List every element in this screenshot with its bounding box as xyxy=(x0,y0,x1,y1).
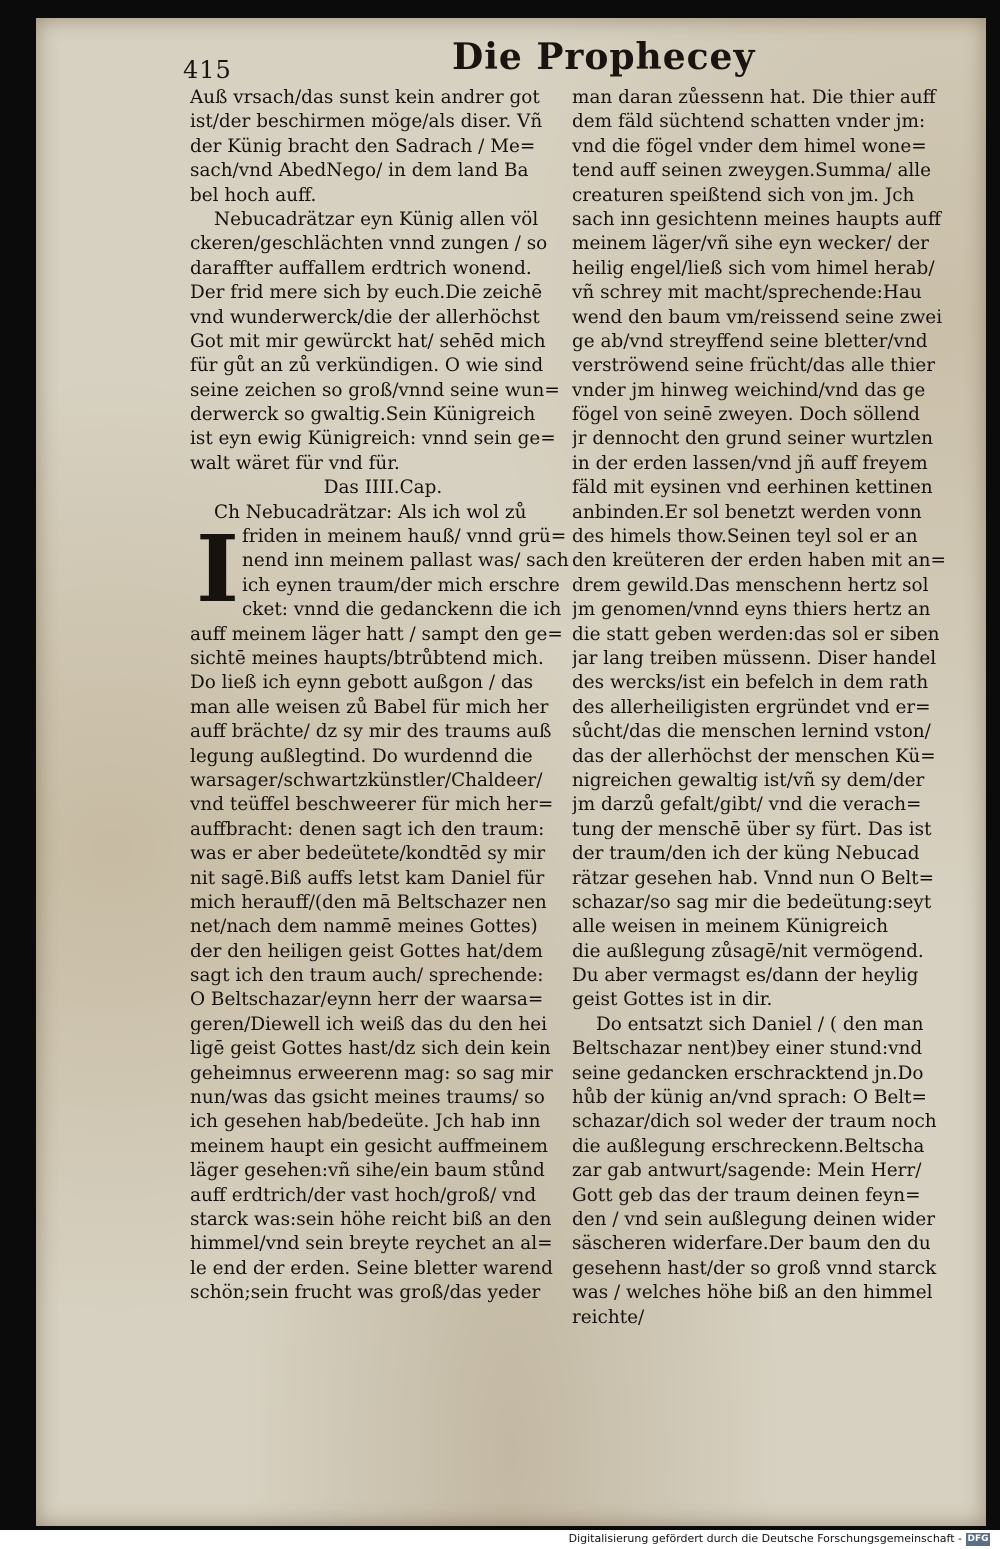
text-line: le end der erden. Seine bletter warend xyxy=(190,1257,553,1279)
text-line: wend den baum vm/reissend seine zwei xyxy=(572,306,943,328)
text-line: sach inn gesichtenn meines haupts auff xyxy=(572,208,941,230)
text-line: läger gesehen:vñ sihe/ein baum stůnd xyxy=(190,1160,545,1182)
text-line: starck was:sein höhe reicht biß an den xyxy=(190,1208,552,1230)
text-line: meinem läger/vñ sihe eyn wecker/ der xyxy=(572,233,929,255)
text-line: der den heiligen geist Gottes hat/dem xyxy=(190,940,543,962)
text-line: anbinden.Er sol benetzt werden vonn xyxy=(572,501,922,523)
text-line: hůb der künig an/vnd sprach: O Belt= xyxy=(572,1087,927,1109)
text-line: himmel/vnd sein breyte reychet an al= xyxy=(190,1233,553,1255)
text-line: nun/was das gsicht meines traums/ so xyxy=(190,1087,545,1109)
text-line: Auß vrsach/das sunst kein andrer got xyxy=(190,87,540,108)
text-line: tung der menschē über sy fürt. Das ist xyxy=(572,818,932,840)
text-line: vnd die fögel vnder dem himel wone= xyxy=(572,135,927,157)
right-text-column xyxy=(572,86,962,1330)
text-line: nend inn meinem pallast was/ sach xyxy=(242,550,569,572)
text-line: schazar/so sag mir die bedeütung:seyt xyxy=(572,891,932,913)
text-line: vnder jm hinweg weichind/vnd das ge xyxy=(572,379,926,401)
text-line: den / vnd sein außlegung deinen wider xyxy=(572,1208,936,1230)
text-line: rätzar gesehen hab. Vnnd nun O Belt= xyxy=(572,867,935,889)
text-line: in der erden lassen/vnd jñ auff freyem xyxy=(572,452,928,474)
text-line: gesehenn hast/der so groß vnnd starck xyxy=(572,1257,937,1279)
text-line: sůcht/das die menschen lernind vston/ xyxy=(572,721,931,743)
text-line: der traum/den ich der küng Nebucad xyxy=(572,843,920,865)
text-line: schazar/dich sol weder der traum noch xyxy=(572,1111,937,1133)
text-line: vñ schrey mit macht/sprechende:Hau xyxy=(572,282,922,304)
text-line: meinem haupt ein gesicht auffmeinem xyxy=(190,1135,548,1157)
text-line: was er aber bedeütete/kondtēd sy mir xyxy=(190,843,546,865)
text-line: heilig engel/ließ sich vom himel herab/ xyxy=(572,257,935,279)
text-line: legung außlegtind. Do wurdennd die xyxy=(190,745,533,767)
text-line: Do ließ ich eynn gebott außgon / das xyxy=(190,672,534,694)
text-line: sach/vnd AbedNego/ in dem land Ba xyxy=(190,160,529,182)
text-line: vnd teüffel beschweerer für mich her= xyxy=(190,794,554,816)
funding-credit: Digitalisierung gefördert durch die Deutsche Forschungsgemeinschaft - xyxy=(568,1532,962,1545)
text-line: Beltschazar nent)bey einer stund:vnd xyxy=(572,1038,923,1060)
text-line: Das IIII.Cap. xyxy=(323,477,443,499)
text-line: des himels thow.Seinen teyl sol er an xyxy=(572,526,918,548)
text-line: alle weisen in meinem Künigreich xyxy=(572,916,889,938)
text-line: man daran zůessenn hat. Die thier auff xyxy=(572,87,936,108)
text-line: jm genomen/vnnd eyns thiers hertz an xyxy=(572,599,931,621)
text-line: ge ab/vnd streyffend seine bletter/vnd xyxy=(572,330,928,352)
text-line: sichtē meines haupts/btrůbtend mich. xyxy=(190,647,544,669)
text-line: auff erdtrich/der vast hoch/groß/ vnd xyxy=(190,1184,537,1206)
text-line: net/nach dem nammē meines Gottes) xyxy=(190,916,538,938)
text-line: fäld mit eysinen vnd eerhinen kettinen xyxy=(572,477,933,499)
text-line: O Beltschazar/eynn herr der waarsa= xyxy=(190,989,544,1011)
text-line: geren/Diewell ich weiß das du den hei xyxy=(190,1013,548,1035)
text-line: auff meinem läger hatt / sampt den ge= xyxy=(190,623,563,645)
text-line: daraffter auffallem erdtrich wonend. xyxy=(190,257,532,279)
text-line: was / welches höhe biß an den himmel xyxy=(572,1282,933,1304)
text-line: des allerheiligisten ergründet vnd er= xyxy=(572,696,931,718)
text-line: friden in meinem hauß/ vnnd grü= xyxy=(242,526,567,548)
text-line: cket: vnnd die gedanckenn die ich xyxy=(242,599,562,621)
text-line: seine gedancken erschracktend jn.Do xyxy=(572,1062,924,1084)
text-line: jr dennocht den grund seiner wurtzlen xyxy=(572,428,933,450)
text-line: warsager/schwartzkünstler/Chaldeer/ xyxy=(190,769,543,791)
text-line: jm darzů gefalt/gibt/ vnd die verach= xyxy=(572,794,922,816)
text-line: ich gesehen hab/bedeüte. Jch hab inn xyxy=(190,1111,541,1133)
text-line: auff brächte/ dz sy mir des traums auß xyxy=(190,721,552,743)
text-line: vnd wunderwerck/die der allerhöchst xyxy=(190,306,540,328)
text-line: für gůt an zů verkündigen. O wie sind xyxy=(190,355,544,377)
text-line: mich herauff/(den mā Beltschazer nen xyxy=(190,891,547,913)
text-line: nit sagē.Biß auffs letst kam Daniel für xyxy=(190,867,545,889)
text-line: die außlegung erschreckenn.Beltscha xyxy=(572,1135,925,1157)
text-line: der Künig bracht den Sadrach / Me= xyxy=(190,135,536,157)
text-line: tend auff seinen zweygen.Summa/ alle xyxy=(572,160,932,182)
text-line: den kreüteren der erden haben mit an= xyxy=(572,550,946,572)
text-line: Got mit mir gewürckt hat/ sehēd mich xyxy=(190,330,546,352)
text-line: ckeren/geschlächten vnnd zungen / so xyxy=(190,233,548,255)
text-line: drem gewild.Das menschenn hertz sol xyxy=(572,574,929,596)
text-line: ist eyn ewig Künigreich: vnnd sein ge= xyxy=(190,428,556,450)
text-line: reichte/ xyxy=(572,1306,645,1328)
text-line: Gott geb das der traum deinen feyn= xyxy=(572,1184,921,1206)
text-line: des wercks/ist ein befelch in dem rath xyxy=(572,672,929,694)
text-line: säscheren widerfare.Der baum den du xyxy=(572,1233,931,1255)
text-line: ligē geist Gottes hast/dz sich dein kein xyxy=(190,1038,551,1060)
text-line: die außlegung zůsagē/nit vermögend. xyxy=(572,940,924,962)
text-line: seine zeichen so groß/vnnd seine wun= xyxy=(190,379,560,401)
text-line: geist Gottes ist in dir. xyxy=(572,989,773,1011)
drop-cap-initial: I xyxy=(196,515,240,623)
text-line: zar gab antwurt/sagende: Mein Herr/ xyxy=(572,1160,922,1182)
text-line: creaturen speißtend sich von jm. Jch xyxy=(572,184,915,206)
text-line: walt wäret für vnd für. xyxy=(190,452,400,474)
text-line: bel hoch auff. xyxy=(190,184,317,206)
text-line: derwerck so gwaltig.Sein Künigreich xyxy=(190,404,536,426)
text-line: man alle weisen zů Babel für mich her xyxy=(190,696,549,718)
text-line: schön;sein frucht was groß/das yeder xyxy=(190,1282,541,1304)
text-line: nigreichen gewaltig ist/vñ sy dem/der xyxy=(572,769,925,791)
text-line: Do entsatzt sich Daniel / ( den man xyxy=(596,1013,924,1035)
text-line: jar lang treiben müssenn. Diser handel xyxy=(572,647,937,669)
text-line: Ch Nebucadrätzar: Als ich wol zů xyxy=(214,501,527,523)
text-line: geheimnus erweerenn mag: so sag mir xyxy=(190,1062,553,1084)
text-line: die statt geben werden:das sol er siben xyxy=(572,623,940,645)
text-line: ich eynen traum/der mich erschre xyxy=(242,574,560,596)
text-line: ist/der beschirmen möge/als diser. Vñ xyxy=(190,111,543,133)
running-head: Die Prophecey xyxy=(452,36,756,78)
text-line: Du aber vermagst es/dann der heylig xyxy=(572,965,919,987)
left-text-column xyxy=(190,86,576,1306)
text-line: auffbracht: denen sagt ich den traum: xyxy=(190,818,545,840)
text-line: das der allerhöchst der menschen Kü= xyxy=(572,745,936,767)
text-line: dem fäld süchtend schatten vnder jm: xyxy=(572,111,926,133)
text-line: Der frid mere sich by euch.Die zeichē xyxy=(190,282,543,304)
dfg-logo-icon: DFG xyxy=(967,1534,989,1544)
text-line: fögel von seinē zweyen. Doch söllend xyxy=(572,404,920,426)
text-line: verströwend seine frücht/das alle thier xyxy=(572,355,936,377)
text-line: sagt ich den traum auch/ sprechende: xyxy=(190,965,544,987)
footer-bar xyxy=(0,1530,1000,1549)
page-number: 415 xyxy=(183,56,232,84)
text-line: Nebucadrätzar eyn Künig allen völ xyxy=(214,208,539,230)
